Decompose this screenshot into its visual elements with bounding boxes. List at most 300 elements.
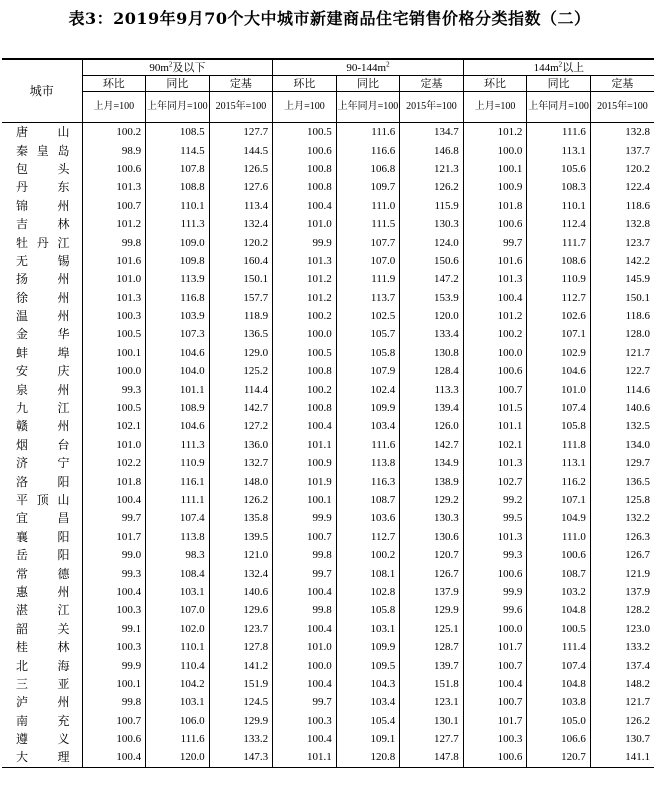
city-name-cell: 九江	[16, 401, 70, 416]
index-value-cell: 138.9	[400, 472, 464, 490]
table-row	[2, 141, 654, 159]
index-value-cell: 128.4	[400, 362, 464, 380]
index-value-cell: 110.1	[527, 197, 591, 215]
subheader-mom: 环比	[82, 76, 146, 92]
index-value-cell: 142.7	[400, 436, 464, 454]
index-value-cell: 100.8	[273, 362, 337, 380]
index-value-cell: 101.7	[82, 528, 146, 546]
city-name-cell: 安庆	[16, 364, 70, 379]
city-name-cell: 南充	[16, 713, 70, 728]
city-name-cell: 吉林	[16, 217, 70, 232]
index-value-cell: 111.4	[527, 638, 591, 656]
index-value-cell: 100.8	[273, 178, 337, 196]
index-value-cell: 113.1	[527, 141, 591, 159]
subheader-mom: 环比	[273, 76, 337, 92]
index-value-cell: 100.3	[82, 638, 146, 656]
index-value-cell: 100.9	[273, 454, 337, 472]
index-value-cell: 122.4	[590, 178, 654, 196]
index-value-cell: 101.1	[273, 748, 337, 767]
index-value-cell: 132.7	[209, 454, 273, 472]
index-value-cell: 129.9	[209, 712, 273, 730]
index-value-cell: 120.0	[146, 748, 210, 767]
index-value-cell: 101.8	[82, 472, 146, 490]
table-row	[2, 656, 654, 674]
index-value-cell: 145.9	[590, 270, 654, 288]
table-body	[2, 123, 654, 768]
index-value-cell: 100.1	[273, 491, 337, 509]
index-value-cell: 125.2	[209, 362, 273, 380]
index-value-cell: 111.6	[336, 123, 400, 142]
index-value-cell: 122.7	[590, 362, 654, 380]
index-value-cell: 101.3	[463, 528, 527, 546]
index-value-cell: 100.4	[82, 491, 146, 509]
index-value-cell: 113.8	[336, 454, 400, 472]
index-value-cell: 99.9	[273, 509, 337, 527]
index-value-cell: 137.9	[590, 583, 654, 601]
index-value-cell: 111.9	[336, 270, 400, 288]
table-row	[2, 712, 654, 730]
city-name-cell: 赣州	[16, 419, 70, 434]
index-value-cell: 113.1	[527, 454, 591, 472]
index-value-cell: 136.5	[209, 325, 273, 343]
index-value-cell: 110.1	[146, 197, 210, 215]
index-value-cell: 101.0	[273, 215, 337, 233]
index-value-cell: 100.0	[463, 141, 527, 159]
index-value-cell: 126.5	[209, 160, 273, 178]
index-value-cell: 132.4	[209, 564, 273, 582]
index-value-cell: 100.2	[273, 380, 337, 398]
index-value-cell: 136.5	[590, 472, 654, 490]
index-value-cell: 113.4	[209, 197, 273, 215]
index-value-cell: 100.7	[463, 656, 527, 674]
index-value-cell: 102.0	[146, 620, 210, 638]
index-value-cell: 118.9	[209, 307, 273, 325]
index-value-cell: 130.3	[400, 509, 464, 527]
index-value-cell: 105.8	[336, 344, 400, 362]
index-value-cell: 121.9	[590, 564, 654, 582]
index-value-cell: 148.0	[209, 472, 273, 490]
index-value-cell: 151.8	[400, 675, 464, 693]
index-value-cell: 127.6	[209, 178, 273, 196]
index-value-cell: 147.2	[400, 270, 464, 288]
city-name-cell: 惠州	[16, 584, 70, 599]
index-value-cell: 116.3	[336, 472, 400, 490]
subheader-mom: 环比	[463, 76, 527, 92]
subheader-fixed-base: 定基	[209, 76, 273, 92]
index-value-cell: 124.0	[400, 233, 464, 251]
index-value-cell: 103.9	[146, 307, 210, 325]
index-value-cell: 100.6	[463, 564, 527, 582]
index-value-cell: 121.0	[209, 546, 273, 564]
index-value-cell: 111.7	[527, 233, 591, 251]
index-value-cell: 100.2	[336, 546, 400, 564]
base-label-fixed: 2015年=100	[209, 92, 273, 123]
index-value-cell: 126.0	[400, 417, 464, 435]
index-value-cell: 120.2	[209, 233, 273, 251]
index-value-cell: 101.0	[273, 638, 337, 656]
base-label-mom: 上月=100	[463, 92, 527, 123]
index-value-cell: 133.4	[400, 325, 464, 343]
index-value-cell: 116.1	[146, 472, 210, 490]
index-value-cell: 114.4	[209, 380, 273, 398]
index-value-cell: 127.2	[209, 417, 273, 435]
city-name-cell: 牡丹江	[16, 235, 70, 250]
index-value-cell: 137.4	[590, 656, 654, 674]
index-value-cell: 109.5	[336, 656, 400, 674]
index-value-cell: 132.2	[590, 509, 654, 527]
index-value-cell: 102.8	[336, 583, 400, 601]
table-row	[2, 638, 654, 656]
index-value-cell: 99.8	[82, 233, 146, 251]
index-value-cell: 102.6	[527, 307, 591, 325]
subheader-fixed-base: 定基	[590, 76, 654, 92]
table-row	[2, 620, 654, 638]
table-row	[2, 344, 654, 362]
index-value-cell: 160.4	[209, 252, 273, 270]
index-value-cell: 107.4	[527, 399, 591, 417]
index-value-cell: 99.9	[82, 656, 146, 674]
index-value-cell: 100.2	[273, 307, 337, 325]
index-value-cell: 99.9	[273, 233, 337, 251]
index-value-cell: 100.4	[273, 197, 337, 215]
index-value-cell: 108.7	[527, 564, 591, 582]
city-name-cell: 北海	[16, 658, 70, 673]
index-value-cell: 99.7	[82, 509, 146, 527]
index-value-cell: 134.9	[400, 454, 464, 472]
index-value-cell: 103.4	[336, 693, 400, 711]
index-value-cell: 100.3	[82, 601, 146, 619]
table-row	[2, 399, 654, 417]
index-value-cell: 120.7	[400, 546, 464, 564]
table-row	[2, 693, 654, 711]
city-name-cell: 三亚	[16, 676, 70, 691]
index-value-cell: 101.7	[463, 712, 527, 730]
table-row	[2, 325, 654, 343]
index-value-cell: 120.2	[590, 160, 654, 178]
index-value-cell: 109.7	[336, 178, 400, 196]
index-value-cell: 107.3	[146, 325, 210, 343]
index-value-cell: 103.6	[336, 509, 400, 527]
table-row	[2, 436, 654, 454]
index-value-cell: 124.5	[209, 693, 273, 711]
index-value-cell: 140.6	[590, 399, 654, 417]
index-value-cell: 153.9	[400, 289, 464, 307]
index-value-cell: 99.7	[273, 693, 337, 711]
table-row	[2, 583, 654, 601]
index-value-cell: 103.1	[336, 620, 400, 638]
index-value-cell: 101.2	[273, 270, 337, 288]
index-value-cell: 99.1	[82, 620, 146, 638]
index-value-cell: 126.3	[590, 528, 654, 546]
index-value-cell: 157.7	[209, 289, 273, 307]
index-value-cell: 114.6	[590, 380, 654, 398]
table-row	[2, 546, 654, 564]
index-value-cell: 100.1	[463, 160, 527, 178]
index-value-cell: 121.7	[590, 344, 654, 362]
index-value-cell: 111.6	[527, 123, 591, 142]
index-value-cell: 112.7	[527, 289, 591, 307]
index-value-cell: 101.1	[463, 417, 527, 435]
table-row	[2, 454, 654, 472]
index-value-cell: 105.8	[527, 417, 591, 435]
index-value-cell: 100.4	[273, 620, 337, 638]
index-value-cell: 116.2	[527, 472, 591, 490]
index-value-cell: 100.4	[463, 289, 527, 307]
index-value-cell: 107.4	[146, 509, 210, 527]
index-value-cell: 109.9	[336, 638, 400, 656]
index-value-cell: 111.6	[146, 730, 210, 748]
index-value-cell: 105.8	[336, 601, 400, 619]
table-row	[2, 307, 654, 325]
index-value-cell: 126.7	[400, 564, 464, 582]
index-value-cell: 129.0	[209, 344, 273, 362]
index-value-cell: 121.3	[400, 160, 464, 178]
table-row	[2, 380, 654, 398]
base-label-fixed: 2015年=100	[400, 92, 464, 123]
index-value-cell: 100.6	[273, 141, 337, 159]
index-value-cell: 100.4	[82, 748, 146, 767]
subheader-yoy: 同比	[527, 76, 591, 92]
base-label-mom: 上月=100	[273, 92, 337, 123]
index-value-cell: 100.5	[82, 399, 146, 417]
index-value-cell: 108.3	[527, 178, 591, 196]
table-row	[2, 233, 654, 251]
index-value-cell: 111.0	[336, 197, 400, 215]
base-label-mom: 上月=100	[82, 92, 146, 123]
index-value-cell: 100.5	[82, 325, 146, 343]
index-value-cell: 130.8	[400, 344, 464, 362]
city-name-cell: 洛阳	[16, 474, 70, 489]
index-value-cell: 106.8	[336, 160, 400, 178]
index-value-cell: 100.7	[463, 380, 527, 398]
table-row	[2, 289, 654, 307]
index-value-cell: 134.0	[590, 436, 654, 454]
index-value-cell: 99.8	[273, 546, 337, 564]
index-value-cell: 100.3	[273, 712, 337, 730]
index-value-cell: 111.0	[527, 528, 591, 546]
index-value-cell: 102.2	[82, 454, 146, 472]
index-value-cell: 102.7	[463, 472, 527, 490]
city-name-cell: 济宁	[16, 456, 70, 471]
index-value-cell: 100.2	[82, 123, 146, 142]
index-value-cell: 101.0	[82, 270, 146, 288]
index-value-cell: 126.2	[590, 712, 654, 730]
index-value-cell: 148.2	[590, 675, 654, 693]
index-value-cell: 107.8	[146, 160, 210, 178]
index-value-cell: 129.6	[209, 601, 273, 619]
group-header-large: $144m^2$以上	[463, 59, 654, 76]
index-value-cell: 128.0	[590, 325, 654, 343]
city-name-cell: 无锡	[16, 253, 70, 268]
index-value-cell: 101.9	[273, 472, 337, 490]
index-value-cell: 100.0	[463, 620, 527, 638]
table-row	[2, 491, 654, 509]
index-value-cell: 104.9	[527, 509, 591, 527]
city-name-cell: 徐州	[16, 290, 70, 305]
index-value-cell: 102.1	[463, 436, 527, 454]
index-value-cell: 111.5	[336, 215, 400, 233]
index-value-cell: 99.7	[463, 233, 527, 251]
city-name-cell: 扬州	[16, 272, 70, 287]
index-value-cell: 113.8	[146, 528, 210, 546]
table-row	[2, 252, 654, 270]
index-value-cell: 130.7	[590, 730, 654, 748]
index-value-cell: 101.7	[463, 638, 527, 656]
index-value-cell: 123.7	[209, 620, 273, 638]
index-value-cell: 107.7	[336, 233, 400, 251]
index-value-cell: 102.4	[336, 380, 400, 398]
index-value-cell: 100.7	[273, 528, 337, 546]
index-value-cell: 129.2	[400, 491, 464, 509]
index-value-cell: 104.6	[146, 417, 210, 435]
index-value-cell: 100.8	[273, 399, 337, 417]
city-name-cell: 包头	[16, 161, 70, 176]
index-value-cell: 109.8	[146, 252, 210, 270]
index-value-cell: 141.2	[209, 656, 273, 674]
index-value-cell: 98.3	[146, 546, 210, 564]
index-value-cell: 139.4	[400, 399, 464, 417]
index-value-cell: 100.1	[82, 344, 146, 362]
index-value-cell: 100.9	[463, 178, 527, 196]
index-value-cell: 118.6	[590, 307, 654, 325]
index-value-cell: 101.0	[82, 436, 146, 454]
index-value-cell: 100.6	[82, 160, 146, 178]
index-value-cell: 99.3	[82, 564, 146, 582]
index-value-cell: 125.8	[590, 491, 654, 509]
city-name-cell: 湛江	[16, 603, 70, 618]
table-row	[2, 160, 654, 178]
index-value-cell: 108.9	[146, 399, 210, 417]
index-value-cell: 139.7	[400, 656, 464, 674]
index-value-cell: 120.0	[400, 307, 464, 325]
group-header-small: $90m^2$及以下	[82, 59, 273, 76]
city-name-cell: 岳阳	[16, 548, 70, 563]
price-index-table	[2, 58, 654, 768]
index-value-cell: 101.3	[463, 270, 527, 288]
index-value-cell: 101.3	[82, 178, 146, 196]
subheader-yoy: 同比	[336, 76, 400, 92]
index-value-cell: 104.6	[527, 362, 591, 380]
index-value-cell: 108.5	[146, 123, 210, 142]
table-row	[2, 215, 654, 233]
index-value-cell: 104.8	[527, 675, 591, 693]
index-value-cell: 130.1	[400, 712, 464, 730]
index-value-cell: 100.6	[82, 730, 146, 748]
index-value-cell: 130.3	[400, 215, 464, 233]
city-name-cell: 泉州	[16, 382, 70, 397]
index-value-cell: 99.7	[273, 564, 337, 582]
index-value-cell: 116.8	[146, 289, 210, 307]
index-value-cell: 106.0	[146, 712, 210, 730]
table-row	[2, 178, 654, 196]
index-value-cell: 110.4	[146, 656, 210, 674]
index-value-cell: 101.2	[463, 307, 527, 325]
index-value-cell: 150.1	[209, 270, 273, 288]
index-value-cell: 105.7	[336, 325, 400, 343]
index-value-cell: 103.1	[146, 693, 210, 711]
city-column-header: 城市	[2, 59, 82, 123]
city-name-cell: 平顶山	[16, 493, 70, 507]
index-value-cell: 109.0	[146, 233, 210, 251]
index-value-cell: 102.9	[527, 344, 591, 362]
index-value-cell: 132.5	[590, 417, 654, 435]
index-value-cell: 126.2	[209, 491, 273, 509]
index-value-cell: 129.7	[590, 454, 654, 472]
index-value-cell: 100.8	[273, 160, 337, 178]
index-value-cell: 107.0	[336, 252, 400, 270]
index-value-cell: 120.8	[336, 748, 400, 767]
index-value-cell: 110.9	[146, 454, 210, 472]
index-value-cell: 121.7	[590, 693, 654, 711]
index-value-cell: 101.1	[146, 380, 210, 398]
index-value-cell: 105.0	[527, 712, 591, 730]
base-label-yoy: 上年同月=100	[146, 92, 210, 123]
index-value-cell: 147.8	[400, 748, 464, 767]
city-name-cell: 桂林	[16, 640, 70, 655]
city-name-cell: 韶关	[16, 621, 70, 636]
table-row	[2, 417, 654, 435]
index-value-cell: 142.7	[209, 399, 273, 417]
index-value-cell: 100.4	[82, 583, 146, 601]
index-value-cell: 100.7	[82, 197, 146, 215]
index-value-cell: 109.9	[336, 399, 400, 417]
index-value-cell: 101.6	[82, 252, 146, 270]
index-value-cell: 101.6	[463, 252, 527, 270]
index-value-cell: 120.7	[527, 748, 591, 767]
index-value-cell: 104.2	[146, 675, 210, 693]
city-name-cell: 秦皇岛	[16, 143, 70, 158]
index-value-cell: 109.1	[336, 730, 400, 748]
index-value-cell: 100.5	[273, 123, 337, 142]
index-value-cell: 128.7	[400, 638, 464, 656]
index-value-cell: 135.8	[209, 509, 273, 527]
index-value-cell: 100.7	[463, 693, 527, 711]
index-value-cell: 146.8	[400, 141, 464, 159]
index-value-cell: 100.1	[82, 675, 146, 693]
index-value-cell: 142.2	[590, 252, 654, 270]
index-value-cell: 150.1	[590, 289, 654, 307]
index-value-cell: 123.0	[590, 620, 654, 638]
city-name-cell: 遵义	[16, 732, 70, 747]
table-row	[2, 675, 654, 693]
base-label-yoy: 上年同月=100	[527, 92, 591, 123]
index-value-cell: 100.0	[273, 325, 337, 343]
index-value-cell: 133.2	[209, 730, 273, 748]
subheader-fixed-base: 定基	[400, 76, 464, 92]
index-value-cell: 113.3	[400, 380, 464, 398]
index-value-cell: 107.1	[527, 325, 591, 343]
index-value-cell: 107.0	[146, 601, 210, 619]
index-value-cell: 108.8	[146, 178, 210, 196]
index-value-cell: 98.9	[82, 141, 146, 159]
city-name-cell: 泸州	[16, 695, 70, 710]
table-row	[2, 362, 654, 380]
index-value-cell: 108.7	[336, 491, 400, 509]
table-row	[2, 472, 654, 490]
index-value-cell: 129.9	[400, 601, 464, 619]
index-value-cell: 100.5	[527, 620, 591, 638]
index-value-cell: 100.6	[463, 362, 527, 380]
index-value-cell: 99.3	[82, 380, 146, 398]
index-value-cell: 100.0	[82, 362, 146, 380]
index-value-cell: 127.7	[400, 730, 464, 748]
index-value-cell: 100.0	[273, 656, 337, 674]
index-value-cell: 103.2	[527, 583, 591, 601]
city-name-cell: 常德	[16, 566, 70, 581]
index-value-cell: 100.3	[82, 307, 146, 325]
index-value-cell: 103.1	[146, 583, 210, 601]
index-value-cell: 107.1	[527, 491, 591, 509]
